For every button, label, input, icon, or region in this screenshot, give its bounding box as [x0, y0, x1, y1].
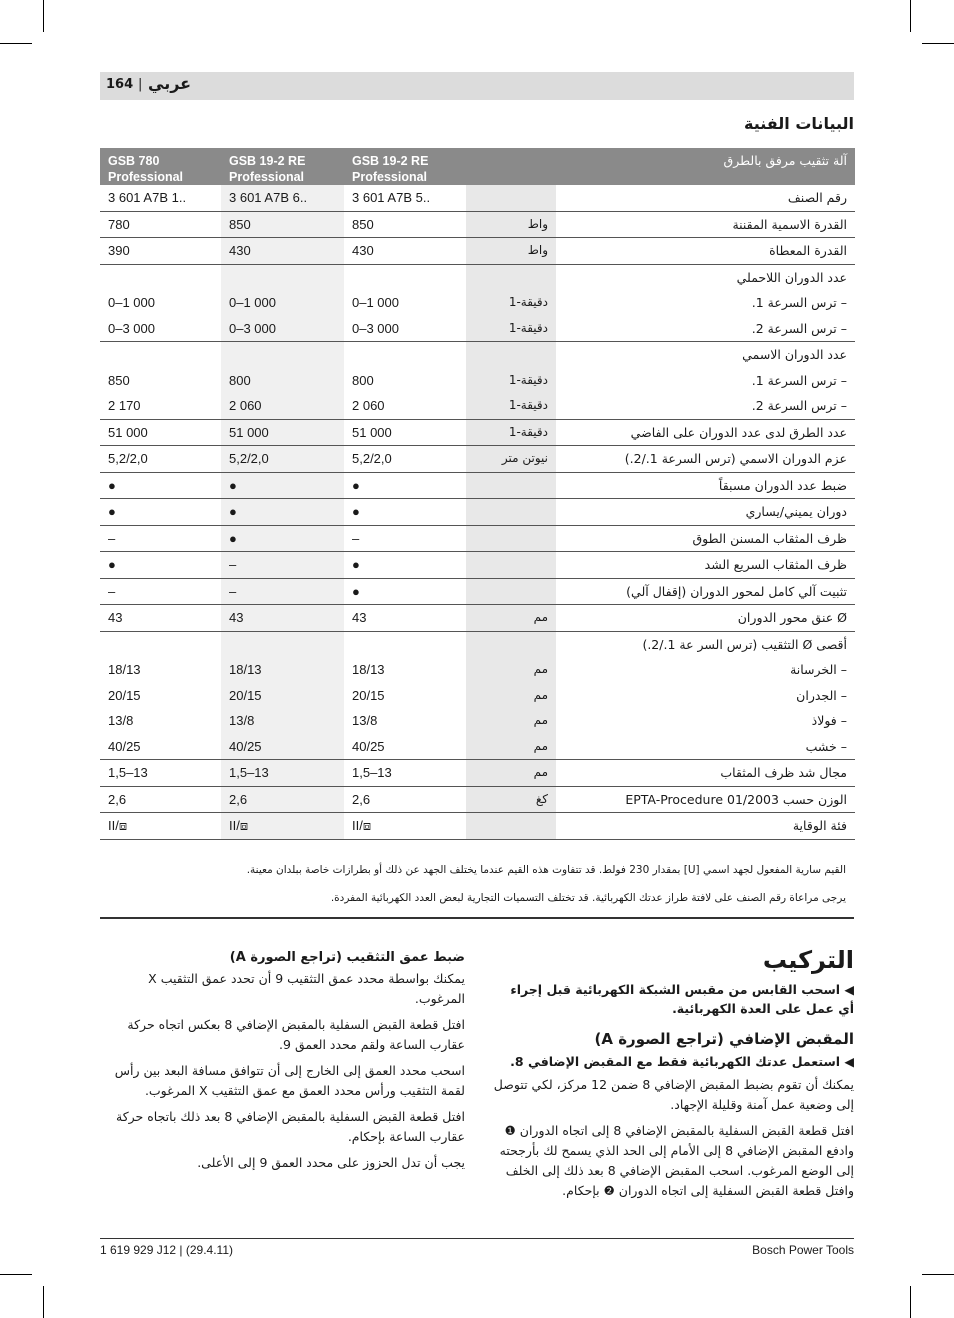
cell-line: دقيقة-1 — [508, 424, 548, 439]
value-col-3 — [344, 760, 466, 787]
cell-line — [108, 265, 213, 291]
unit-cell — [466, 605, 556, 632]
value-col-1 — [100, 605, 221, 632]
cell-line: 390 — [108, 243, 130, 258]
cell-line: ● — [108, 477, 116, 493]
cell-line: مم — [533, 713, 548, 727]
param-cell — [556, 760, 855, 787]
cell-line: – ترس السرعة 2. — [751, 320, 847, 336]
crop-mark — [910, 0, 911, 32]
param-cell — [556, 605, 855, 632]
cell-line: 800 — [352, 372, 374, 388]
cell-line: 43 — [352, 610, 367, 625]
spec-table — [100, 148, 855, 840]
cell-line: 1,5–13 — [352, 765, 392, 780]
cell-line: 1,5–13 — [108, 765, 148, 780]
depth-para-1: يمكنك بواسطة محدد عمق التثقيب 9 أن تحدد عمق التثقيب X المرغوب. — [148, 971, 465, 1006]
cell-line: – فولاذ — [811, 713, 847, 728]
value-col-3 — [344, 446, 466, 473]
value-col-1 — [100, 211, 221, 238]
cell-line: 40/25 — [229, 738, 262, 754]
cell-line: 430 — [352, 243, 374, 258]
col-head-3: GSB 19-2 RE Professional — [344, 148, 466, 185]
value-col-1 — [100, 238, 221, 265]
cell-line: الوزن حسب EPTA-Procedure 01/2003 — [625, 791, 847, 807]
cell-line: – ترس السرعة 2. — [751, 398, 847, 413]
value-col-2 — [221, 446, 344, 473]
unit-cell — [466, 813, 556, 840]
cell-line: القدرة الاسمية المقننة — [732, 216, 847, 232]
note-article: يرجى مراعاة رقم الصنف على لافتة طراز عدتك الكهربائية. قد تختلف التسميات التجارية لبعض العدد الكهربائية المفردة. — [330, 892, 846, 904]
assembly-title: التركيب — [762, 946, 854, 974]
param-cell — [556, 472, 855, 499]
col-head-1: GSB 780 Professional — [100, 148, 221, 185]
cell-line: 0–3 000 — [108, 320, 155, 336]
footer-rule — [100, 1238, 854, 1239]
cell-line: 800 — [229, 372, 251, 388]
cell-line — [229, 632, 336, 658]
value-col-1 — [100, 342, 221, 420]
cell-line: 5,2/2,0 — [352, 451, 392, 466]
value-col-3 — [344, 786, 466, 813]
cell-line — [474, 342, 548, 368]
cell-line: 40/25 — [352, 738, 385, 754]
cell-line: 2,6 — [352, 791, 371, 807]
cell-line: مم — [533, 738, 548, 753]
value-col-2 — [221, 211, 344, 238]
unit-cell — [466, 211, 556, 238]
cell-line: دوران يميني/يساري — [745, 504, 847, 519]
cell-line — [474, 185, 548, 211]
value-col-1 — [100, 446, 221, 473]
cell-line — [352, 342, 458, 368]
cell-line: ● — [352, 477, 360, 493]
unit-cell — [466, 499, 556, 526]
value-col-3 — [344, 813, 466, 840]
table-row — [100, 578, 855, 605]
param-cell — [556, 264, 855, 342]
cell-line: 0–1 000 — [229, 295, 276, 310]
unit-cell — [466, 419, 556, 446]
depth-para-3: اسحب محدد العمق إلى الخارج إلى أن تتوافق مسافة البعد بين رأس لقمة التثقيب ورأس محدد العمق مع عمق التثقيب X المرغوب. — [114, 1063, 465, 1098]
value-col-3 — [344, 419, 466, 446]
cell-line: ● — [229, 530, 237, 546]
cell-line: ● — [352, 557, 360, 572]
cell-line: كغ — [535, 791, 548, 806]
param-cell — [556, 786, 855, 813]
table-row — [100, 813, 855, 840]
cell-line: 51 000 — [352, 424, 392, 440]
cell-line: ظرف المثقاب السريع الشد — [704, 557, 847, 572]
value-col-1 — [100, 760, 221, 787]
cell-line: دقيقة-1 — [508, 295, 548, 309]
value-col-2 — [221, 419, 344, 446]
cell-line: دقيقة-1 — [508, 320, 548, 335]
cell-line: فئة الوقاية — [792, 818, 847, 833]
cell-line: – خشب — [805, 738, 847, 754]
cell-line: مم — [533, 687, 548, 702]
cell-line — [474, 579, 548, 605]
cell-line: 2,6 — [108, 791, 127, 807]
cell-line: 0–3 000 — [229, 320, 276, 336]
cell-line — [474, 526, 548, 552]
cell-line: II/⧈ — [108, 818, 128, 833]
cell-line: II/⧈ — [352, 818, 372, 833]
cell-line: 18/13 — [352, 662, 385, 677]
cell-line: 2 170 — [108, 398, 141, 413]
value-col-3 — [344, 499, 466, 526]
param-cell — [556, 419, 855, 446]
cell-line: 18/13 — [108, 662, 141, 677]
value-col-1 — [100, 813, 221, 840]
crop-mark — [0, 1274, 32, 1275]
cell-line: – — [229, 583, 237, 599]
crop-mark — [922, 43, 954, 44]
param-cell — [556, 185, 855, 211]
cell-line — [474, 552, 548, 578]
handle-warning: ◀ استعمل عدتك الكهربائية فقط مع المقبض الإضافي 8. — [510, 1054, 854, 1069]
cell-line: – — [108, 530, 116, 546]
param-cell — [556, 631, 855, 760]
table-row — [100, 446, 855, 473]
footer-doc-number: 1 619 929 J12 | (29.4.11) — [100, 1243, 233, 1257]
cell-line — [474, 473, 548, 499]
assembly-section — [493, 946, 854, 1201]
cell-line: – — [229, 557, 237, 572]
value-col-2 — [221, 605, 344, 632]
cell-line: 0–3 000 — [352, 320, 399, 336]
cell-line: ظرف المثقاب المسنن الطوق — [692, 530, 847, 546]
cell-line: 1,5–13 — [229, 765, 269, 780]
param-cell — [556, 525, 855, 552]
crop-mark — [43, 1286, 44, 1318]
value-col-3 — [344, 211, 466, 238]
value-col-2 — [221, 786, 344, 813]
value-col-2 — [221, 499, 344, 526]
cell-line: ضبط عدد الدوران مسبقاً — [718, 477, 847, 493]
crop-mark — [910, 1286, 911, 1318]
value-col-2 — [221, 552, 344, 579]
cell-line: 13/8 — [229, 713, 255, 728]
cell-line: – الخرسانة — [790, 662, 847, 677]
unit-cell — [466, 264, 556, 342]
unit-cell — [466, 446, 556, 473]
cell-line: 2 060 — [352, 398, 385, 413]
cell-line: واط — [527, 216, 548, 231]
cell-line: – ترس السرعة 1. — [751, 372, 847, 388]
cell-line — [229, 265, 336, 291]
unit-cell — [466, 238, 556, 265]
value-col-3 — [344, 605, 466, 632]
unit-cell — [466, 552, 556, 579]
cell-line: 430 — [229, 243, 251, 258]
cell-line — [352, 632, 458, 658]
unit-cell — [466, 472, 556, 499]
cell-line: ● — [352, 504, 360, 519]
footer-brand: Bosch Power Tools — [752, 1243, 854, 1257]
crop-mark — [0, 43, 32, 44]
header-language: عربي — [148, 74, 192, 93]
cell-line — [474, 499, 548, 525]
crop-mark — [922, 1274, 954, 1275]
table-row — [100, 605, 855, 632]
value-col-1 — [100, 499, 221, 526]
value-col-2 — [221, 631, 344, 760]
cell-line — [352, 265, 458, 291]
param-cell — [556, 499, 855, 526]
unit-cell — [466, 185, 556, 211]
page-number: 164 — [106, 77, 134, 92]
col-head-2: GSB 19-2 RE Professional — [221, 148, 344, 185]
cell-line: مم — [533, 765, 548, 779]
cell-line: 40/25 — [108, 738, 141, 754]
value-col-3 — [344, 264, 466, 342]
cell-line — [474, 813, 548, 839]
cell-line — [108, 632, 213, 658]
param-cell — [556, 578, 855, 605]
param-cell — [556, 342, 855, 420]
unit-cell — [466, 760, 556, 787]
cell-line — [229, 342, 336, 368]
value-col-2 — [221, 264, 344, 342]
unit-cell — [466, 525, 556, 552]
param-cell — [556, 552, 855, 579]
table-row — [100, 211, 855, 238]
page-header — [100, 72, 854, 100]
cell-line: 3 601 A7B 6.. — [229, 190, 308, 205]
header-separator: | — [138, 77, 143, 92]
depth-para-4: افتل قطعة القبض السفلية بالمقبض الإضافي 8 بعد ذلك باتجاه حركة عقارب الساعة بإحكام. — [116, 1109, 465, 1144]
cell-line — [474, 632, 548, 658]
unit-cell — [466, 631, 556, 760]
table-row — [100, 419, 855, 446]
handle-para-1: يمكنك أن تقوم بضبط المقبض الإضافي 8 ضمن 12 مركز، لكي تتوصل إلى وضعية عمل آمنة وقليلة الإجهاد. — [493, 1077, 854, 1112]
cell-line: 43 — [108, 610, 123, 625]
cell-line: 780 — [108, 216, 130, 232]
col-head-param: آلة تثقيب مرفق بالطرق — [466, 148, 855, 185]
cell-line: – — [108, 583, 116, 599]
param-cell — [556, 446, 855, 473]
cell-line: واط — [527, 243, 548, 257]
cell-line: أقصى Ø التثقيب (ترس السر عة 1./2.) — [642, 636, 847, 652]
value-col-3 — [344, 578, 466, 605]
cell-line: 5,2/2,0 — [229, 451, 269, 466]
cell-line: عزم الدوران الاسمي (ترس السرعة 1./2.) — [624, 451, 847, 466]
handle-title: المقبض الإضافي (تراجع الصورة A) — [594, 1030, 854, 1048]
cell-line: دقيقة-1 — [508, 398, 548, 412]
assembly-warning: ◀ اسحب القابس من مقبس الشبكة الكهربائية قبل إجراء أي عمل على العدة الكهربائية. — [510, 982, 854, 1016]
cell-line — [474, 265, 548, 291]
cell-line: 3 601 A7B 5.. — [352, 190, 431, 205]
cell-line: مم — [533, 610, 548, 624]
cell-line: – ترس السرعة 1. — [751, 295, 847, 310]
depth-title: ضبط عمق التثقيب (تراجع الصورة A) — [229, 950, 465, 965]
cell-line: ● — [108, 557, 116, 572]
cell-line: 2,6 — [229, 791, 248, 807]
value-col-2 — [221, 185, 344, 211]
value-col-3 — [344, 185, 466, 211]
cell-line: عدد الطرق لدى عدد الدوران على الفاضي — [630, 424, 847, 440]
table-row — [100, 238, 855, 265]
value-col-2 — [221, 238, 344, 265]
param-cell — [556, 813, 855, 840]
value-col-3 — [344, 472, 466, 499]
table-row — [100, 525, 855, 552]
cell-line: 51 000 — [229, 424, 269, 440]
cell-line: مم — [533, 662, 548, 676]
value-col-1 — [100, 264, 221, 342]
cell-line: 850 — [229, 216, 251, 232]
cell-line: 2 060 — [229, 398, 262, 413]
value-col-1 — [100, 631, 221, 760]
cell-line: 850 — [352, 216, 374, 232]
cell-line: 43 — [229, 610, 244, 625]
cell-line: II/⧈ — [229, 818, 249, 833]
table-row — [100, 760, 855, 787]
table-row — [100, 472, 855, 499]
cell-line: عدد الدوران اللاحملي — [736, 269, 847, 285]
cell-line: القدرة المعطاة — [769, 243, 847, 258]
cell-line: رقم الصنف — [787, 190, 847, 205]
cell-line: 13/8 — [352, 713, 378, 728]
cell-line: ● — [229, 477, 237, 493]
table-row — [100, 786, 855, 813]
table-row — [100, 499, 855, 526]
cell-line: ● — [229, 504, 237, 519]
cell-line: دقيقة-1 — [508, 372, 548, 387]
cell-line: 5,2/2,0 — [108, 451, 148, 466]
unit-cell — [466, 786, 556, 813]
cell-line: ● — [108, 504, 116, 519]
value-col-1 — [100, 552, 221, 579]
depth-para-2: افتل قطعة القبض السفلية بالمقبض الإضافي 8 بعكس اتجاه حركة عقارب الساعة ولقم محدد العمق 9. — [127, 1017, 465, 1052]
cell-line: عدد الدوران الاسمي — [742, 347, 847, 362]
cell-line: – — [352, 530, 360, 546]
table-row — [100, 264, 855, 342]
section-rule — [100, 917, 854, 919]
cell-line: 18/13 — [229, 662, 262, 677]
value-col-1 — [100, 786, 221, 813]
handle-para-2: افتل قطعة القبض السفلية بالمقبض الإضافي 8 إلى اتجاه الدوران ❶ وادفع المقبض الإضافي 8 إلى الأمام إلى الحد الذي يسمح لك بأرجحته إلى الوضع المرغوب. اسحب المقبض الإضافي 8 بعد ذلك إلى الخلف وافتل قطعة القبض السفلية إلى اتجاه الدوران ❷ بإحكام. — [499, 1123, 854, 1198]
value-col-2 — [221, 760, 344, 787]
param-cell — [556, 211, 855, 238]
table-row — [100, 342, 855, 420]
value-col-3 — [344, 238, 466, 265]
section-title: البيانات الفنية — [744, 114, 854, 133]
cell-line: 0–1 000 — [108, 295, 155, 310]
cell-line: 850 — [108, 372, 130, 388]
value-col-1 — [100, 525, 221, 552]
depth-para-5: يجب أن تدل الحزوز على محدد العمق 9 إلى الأعلى. — [197, 1155, 465, 1170]
value-col-2 — [221, 472, 344, 499]
value-col-3 — [344, 525, 466, 552]
value-col-2 — [221, 525, 344, 552]
value-col-3 — [344, 552, 466, 579]
unit-cell — [466, 578, 556, 605]
cell-line: Ø عنق محور الدوران — [737, 610, 847, 625]
cell-line: 0–1 000 — [352, 295, 399, 310]
value-col-2 — [221, 342, 344, 420]
table-row — [100, 631, 855, 760]
cell-line: مجال شد ظرف المثقاب — [720, 765, 847, 780]
value-col-1 — [100, 419, 221, 446]
value-col-2 — [221, 813, 344, 840]
note-voltage: القيم سارية المفعول لجهد اسمي [U] بمقدار 230 فولط. قد تتفاوت هذه القيم عندما يختلف الجهد عن ذلك أو بطرازات خاصة ببلدان معينة. — [246, 864, 846, 876]
cell-line: ● — [352, 583, 360, 599]
value-col-1 — [100, 185, 221, 211]
cell-line: 51 000 — [108, 424, 148, 440]
depth-section — [100, 950, 465, 1173]
crop-mark — [43, 0, 44, 32]
cell-line: نيوتن متر — [501, 451, 548, 465]
table-row — [100, 185, 855, 211]
cell-line: 13/8 — [108, 713, 134, 728]
unit-cell — [466, 342, 556, 420]
cell-line: تثبيت آلي كامل لمحور الدوران (إقفال آلي) — [626, 583, 847, 599]
cell-line — [108, 342, 213, 368]
cell-line: – الجدران — [796, 687, 847, 703]
cell-line: 3 601 A7B 1.. — [108, 190, 187, 205]
value-col-3 — [344, 342, 466, 420]
value-col-3 — [344, 631, 466, 760]
value-col-2 — [221, 578, 344, 605]
cell-line: 20/15 — [229, 687, 262, 703]
param-cell — [556, 238, 855, 265]
value-col-1 — [100, 578, 221, 605]
table-row — [100, 552, 855, 579]
cell-line: 20/15 — [108, 687, 141, 703]
value-col-1 — [100, 472, 221, 499]
cell-line: 20/15 — [352, 687, 385, 703]
